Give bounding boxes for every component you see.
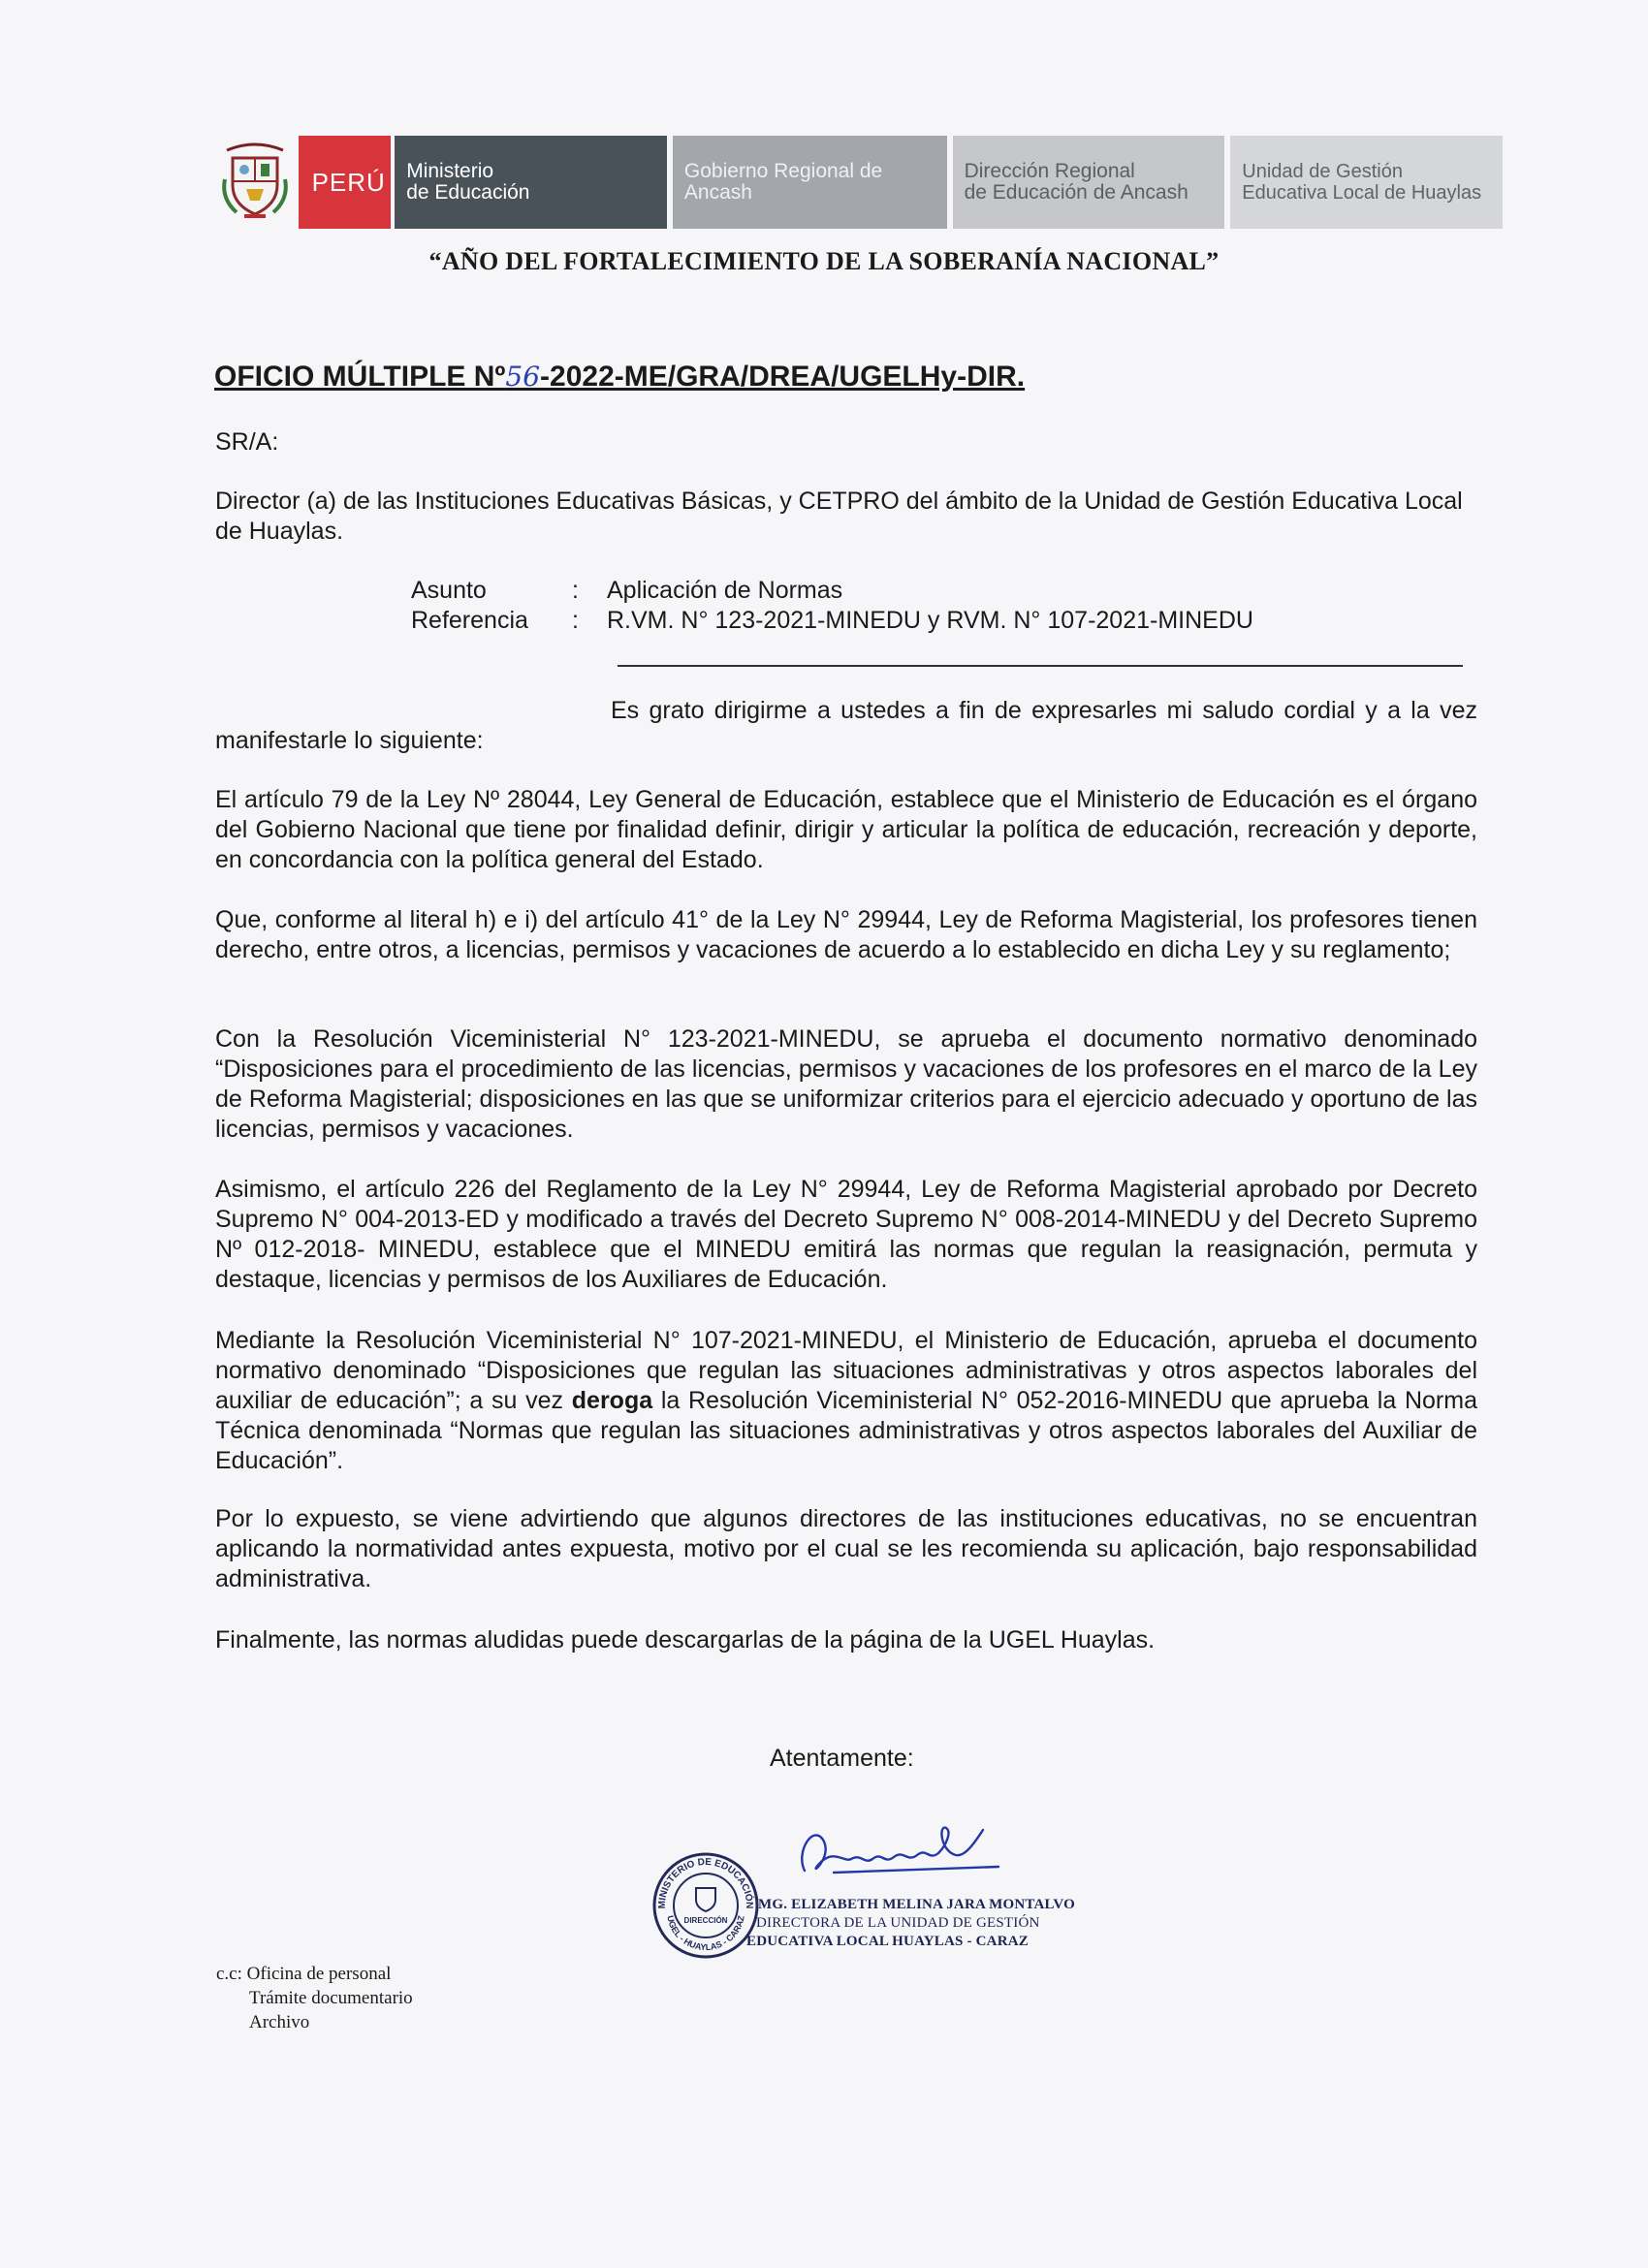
cc-lead: c.c: Oficina de personal <box>216 1964 392 1984</box>
intro-paragraph: Es grato dirigirme a ustedes a fin de expresarles mi saludo cordial y a la vez manifestarle lo siguiente: <box>215 697 1477 754</box>
ugel-badge <box>1230 136 1503 229</box>
paragraph-2: Que, conforme al literal h) e i) del artículo 41° de la Ley N° 29944, Ley de Reforma Magisterial, los profesores tienen derecho, entre otros, a licencias, permisos y vacaciones de acuerdo a lo establecido en dicha Ley y su reglamento; <box>215 906 1477 963</box>
regional-education-badge <box>953 136 1225 229</box>
referencia-value: R.VM. N° 123-2021-MINEDU y RVM. N° 107-2021-MINEDU <box>607 607 1253 634</box>
stamp-top-text: MINISTERIO DE EDUCACIÓN <box>656 1856 755 1909</box>
peru-badge <box>299 136 392 229</box>
paragraph-3: Con la Resolución Viceministerial N° 123-2021-MINEDU, se aprueba el documento normativo denominado “Disposiciones para el procedimiento de las licencias, permisos y vacaciones de los profesores en el marco de la Ley de Reforma Magisterial; disposiciones en las que se uniformizar criterios para el ejercicio adecuado y oportuno de las licencias, permisos y vacaciones. <box>215 1025 1477 1143</box>
ministry-line1: Ministerio <box>406 160 494 182</box>
ugel-line2: Educativa Local de Huaylas <box>1242 182 1482 204</box>
title-suffix: -2022-ME/GRA/DREA/UGELHy-DIR. <box>540 361 1026 393</box>
ministry-badge <box>395 136 667 229</box>
year-motto: “AÑO DEL FORTALECIMIENTO DE LA SOBERANÍA NACIONAL” <box>428 247 1220 275</box>
handwritten-signature-icon <box>776 1812 1018 1900</box>
signer-name: MG. ELIZABETH MELINA JARA MONTALVO <box>758 1897 1075 1912</box>
ugel-line1: Unidad de Gestión <box>1242 161 1403 182</box>
paragraph-4: Asimismo, el artículo 226 del Reglamento de la Ley N° 29944, Ley de Reforma Magisterial aprobado por Decreto Supremo N° 004-2013-ED y modificado a través del Decreto Supremo N° 008-2014-MINEDU y del Decreto Supremo Nº 012-2018- MINEDU, establece que el MINEDU emitirá las normas que regulan la reasignación, permuta y destaque, licencias y permisos de los Auxiliares de Educación. <box>215 1176 1477 1293</box>
asunto-value: Aplicación de Normas <box>607 577 843 604</box>
document-title <box>214 361 1025 394</box>
paragraph-6: Por lo expuesto, se viene advirtiendo que algunos directores de las instituciones educativas, no se encuentran aplicando la normatividad antes expuesta, motivo por el cual se les recomienda su aplicación, bajo responsabilidad administrativa. <box>215 1505 1477 1592</box>
closing: Atentamente: <box>770 1745 914 1772</box>
gob-line1: Gobierno Regional de <box>683 160 883 182</box>
subject-divider <box>618 665 1463 667</box>
asunto-colon: : <box>572 577 579 604</box>
official-stamp-icon <box>651 1851 760 1960</box>
cc-item: Archivo <box>249 2012 310 2032</box>
dre-line1: Dirección Regional <box>964 160 1135 182</box>
paragraph-7: Finalmente, las normas aludidas puede descargarlas de la página de la UGEL Huaylas. <box>215 1626 1156 1654</box>
peru-label: PERÚ <box>311 168 386 197</box>
addressee: Director (a) de las Instituciones Educativas Básicas, y CETPRO del ámbito de la Unidad de Gestión Educativa Local de Huaylas. <box>215 488 1463 545</box>
stamp-center-text: DIRECCIÓN <box>683 1916 728 1925</box>
institutional-header <box>213 136 1503 229</box>
regional-government-badge <box>673 136 947 229</box>
stamp-bottom-text: UGEL - HUAYLAS - CARAZ <box>665 1914 746 1953</box>
dre-line2: de Educación de Ancash <box>964 181 1188 204</box>
asunto-label: Asunto <box>411 577 487 604</box>
carbon-copy-list <box>216 1962 413 2034</box>
paragraph-5-part-a: Mediante la Resolución Viceministerial N° 107-2021-MINEDU, el Ministerio de Educación, aprueba el documento normativo denominado “Disposiciones que regulan las situaciones administrativas y otros aspectos laborales del auxiliar de educación”; a su vez <box>215 1327 1477 1414</box>
subject-row <box>411 576 1253 606</box>
paragraph-5 <box>215 1326 1477 1476</box>
peru-coat-of-arms-icon <box>213 136 297 229</box>
signer-role-line1: DIRECTORA DE LA UNIDAD DE GESTIÓN <box>756 1915 1040 1931</box>
signer-block <box>746 1896 1075 1951</box>
paragraph-5-bold: deroga <box>571 1387 653 1414</box>
referencia-colon: : <box>572 607 579 634</box>
salutation: SR/A: <box>215 428 279 456</box>
title-prefix: OFICIO MÚLTIPLE Nº <box>214 361 506 393</box>
paragraph-1: El artículo 79 de la Ley Nº 28044, Ley General de Educación, establece que el Ministerio de Educación es el órgano del Gobierno Nacional que tiene por finalidad definir, dirigir y articular la política de educación, recreación y deporte, en concordancia con la política general del Estado. <box>215 786 1477 873</box>
ministry-line2: de Educación <box>406 181 530 204</box>
svg-text:MINISTERIO DE EDUCACIÓN <box>657 1857 756 1909</box>
cc-item: Trámite documentario <box>249 1988 413 2008</box>
paragraph-5-part-b: la Resolución Viceministerial N° 052-2016-MINEDU que aprueba la Norma Técnica denominada “Normas que regulan las situaciones administrativas y otros aspectos laborales del Auxiliar de Educación”. <box>215 1387 1477 1474</box>
title-handwritten-number: 56 <box>505 361 541 393</box>
reference-row <box>411 606 1253 636</box>
referencia-label: Referencia <box>411 607 528 634</box>
signer-role-line2: EDUCATIVA LOCAL HUAYLAS - CARAZ <box>746 1934 1029 1949</box>
subject-block <box>411 576 1253 636</box>
gob-line2: Ancash <box>683 181 752 204</box>
